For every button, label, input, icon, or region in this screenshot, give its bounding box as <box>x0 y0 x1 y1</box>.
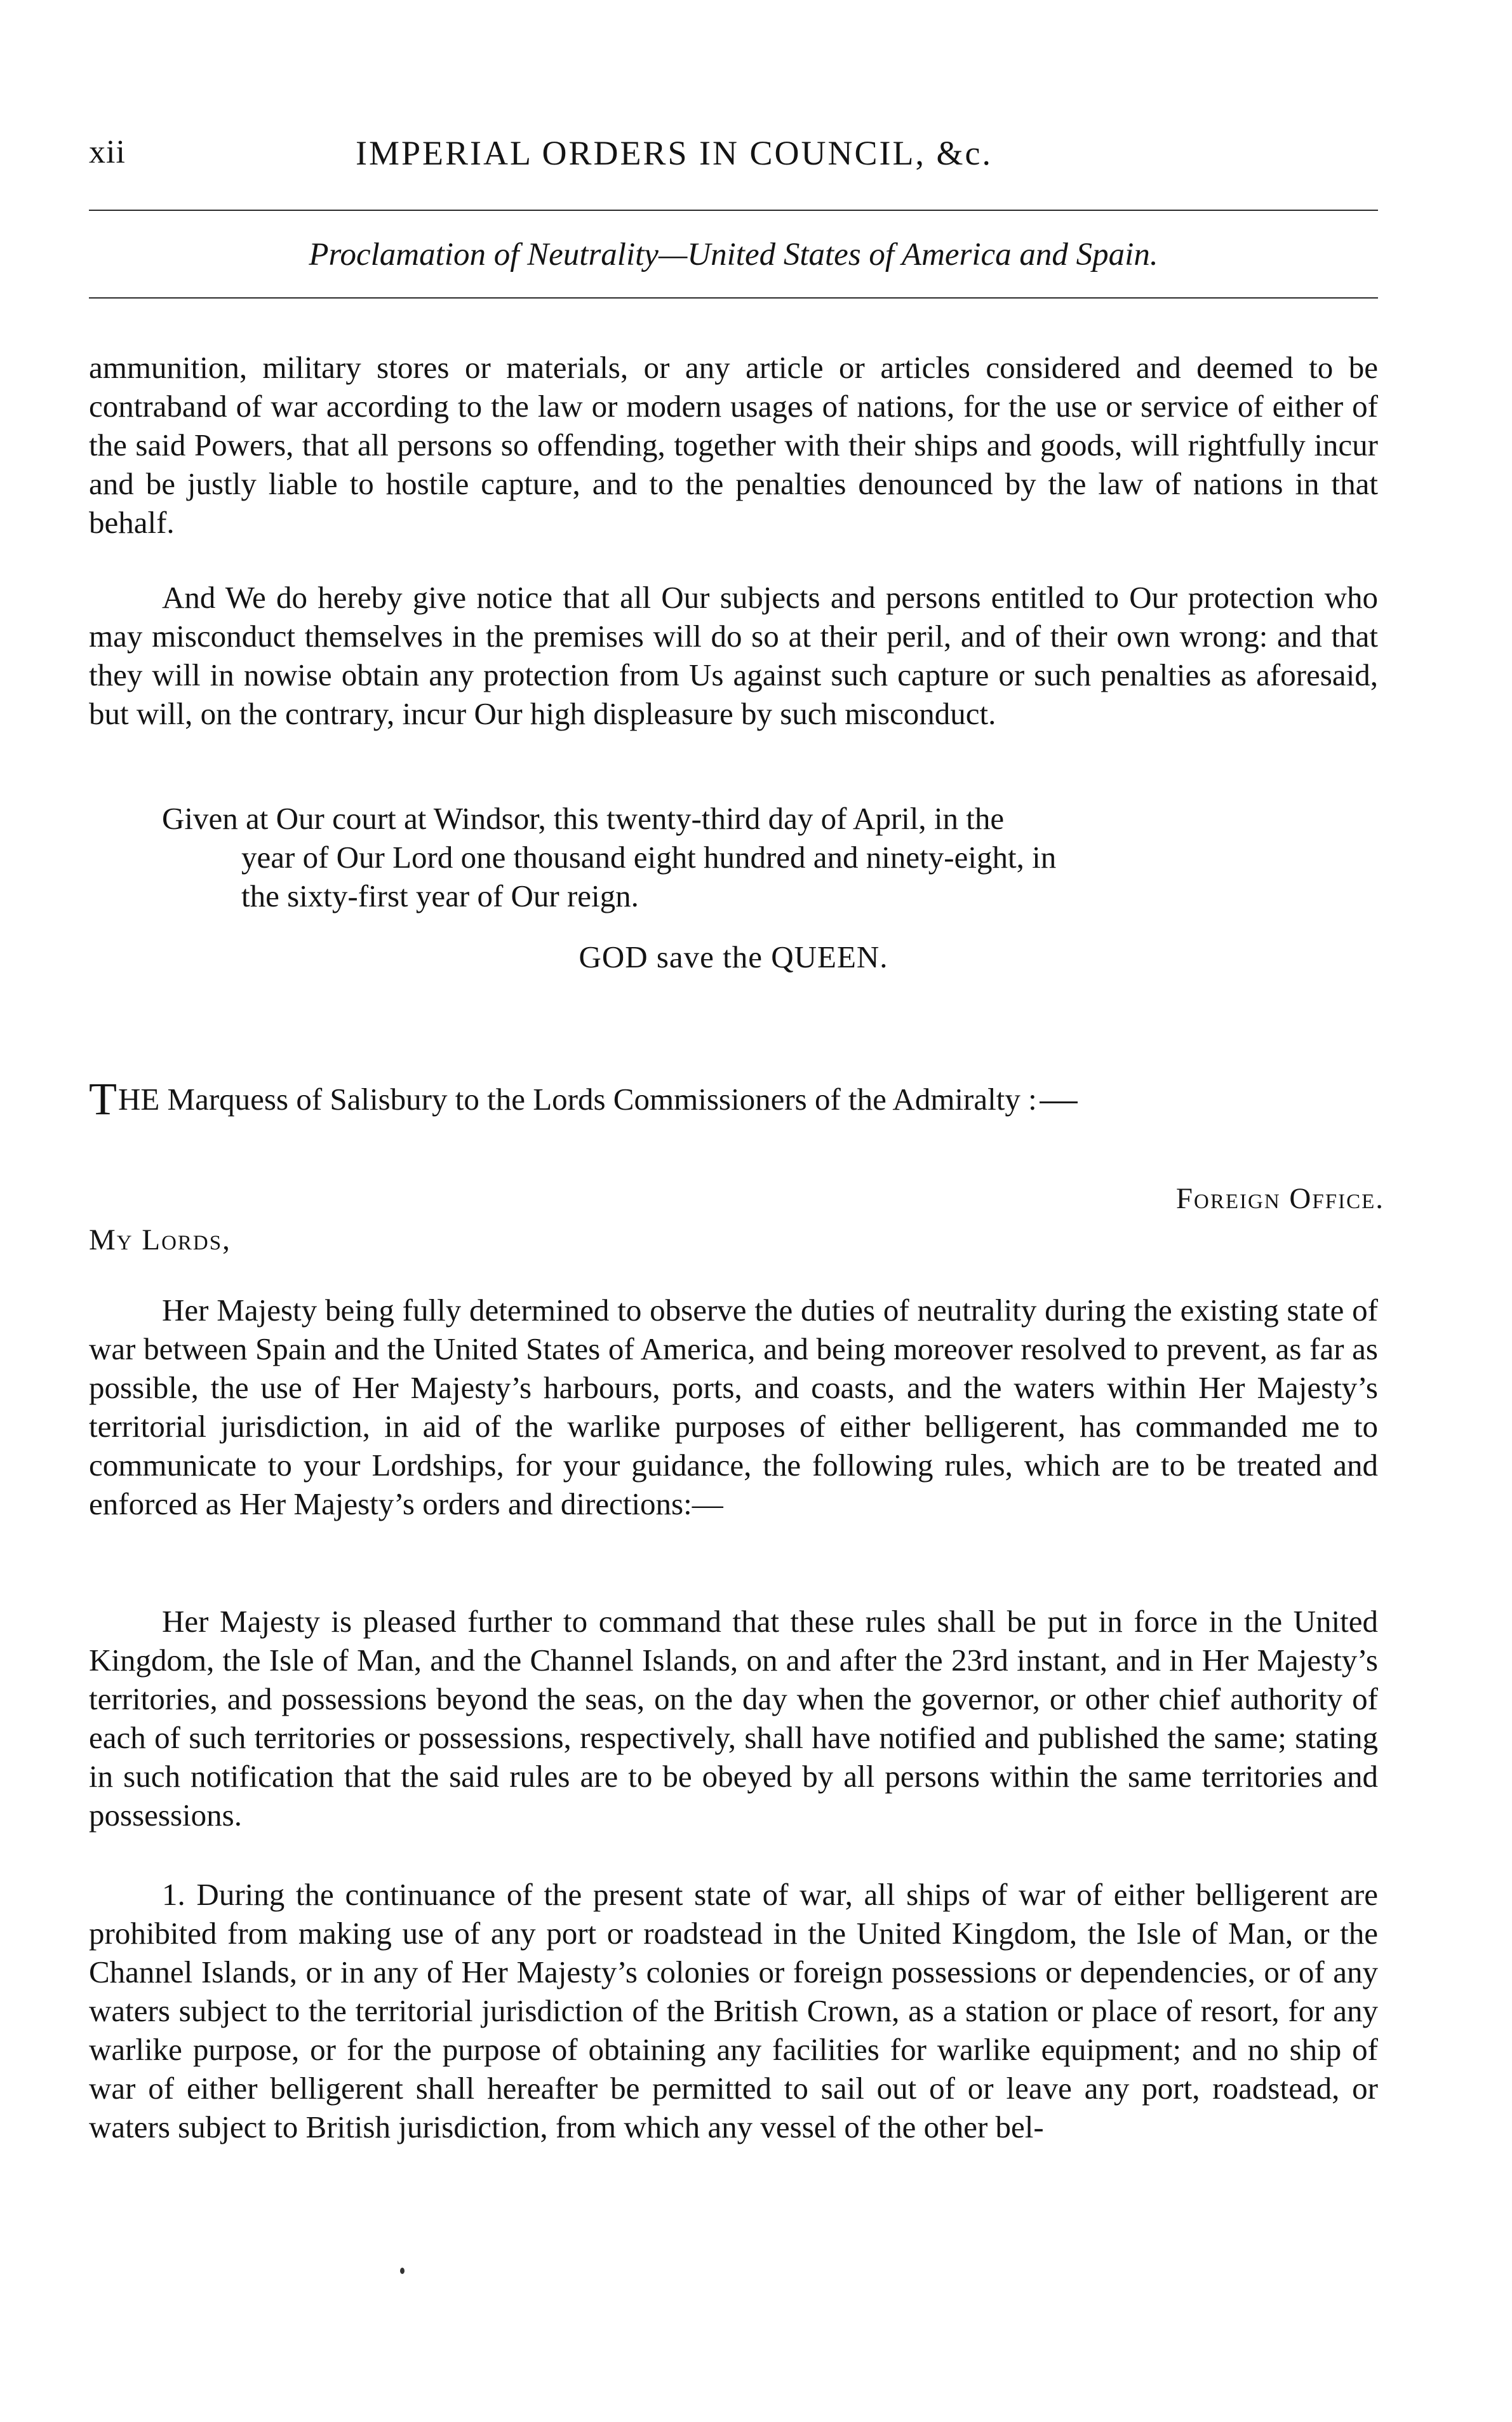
running-head <box>89 133 1378 184</box>
letter-rule-1 <box>89 1875 1378 2146</box>
paragraph-text: Her Majesty is pleased further to command that these rules shall be put in force in the United Kingdom, the Isle of Man, and the Channel Islands, on and after the 23rd instant, and in Her Majesty’s territories, and possessions beyond the seas, on the day when the governor, or other chief authority of each of such territories or possessions, respectively, shall have notified and published the same; stating in such notification that the said rules are to be obeyed by all persons within the same territories and possessions. <box>89 1604 1378 1833</box>
letter-heading-text: HE Marquess of Salisbury to the Lords Commissioners of the Admiralty : <box>117 1082 1037 1117</box>
given-line-1: Given at Our court at Windsor, this twenty-third day of April, in the <box>162 801 1005 836</box>
running-title: IMPERIAL ORDERS IN COUNCIL, &c. <box>356 134 993 172</box>
drop-cap-initial: T <box>89 1073 117 1124</box>
heading-dash <box>1040 1101 1078 1103</box>
ink-speck <box>400 2268 405 2274</box>
header-rule-top <box>89 210 1378 211</box>
proclamation-paragraph-1 <box>89 348 1378 542</box>
header-rule-bottom <box>89 297 1378 299</box>
letter-heading <box>89 1073 1397 1124</box>
paragraph-text: And We do hereby give notice that all Our subjects and persons entitled to Our protection who may misconduct themselves in the premises will do so at their peril, and of their own wrong: and that they will in nowise obtain any protection from Us against such capture or such penalties as aforesaid, but will, on the contrary, incur Our high displeasure by such misconduct. <box>89 580 1378 731</box>
paragraph-text: 1. During the continuance of the present state of war, all ships of war of either belligerent are prohibited from making use of any port or roadstead in the United Kingdom, the Isle of Man, or the Channel Islands, or in any of Her Majesty’s colonies or foreign possessions or dependencies, or of any waters subject to the territorial jurisdiction of the British Crown, as a station or place of resort, for any warlike purpose, or for the purpose of obtaining any facilities for warlike equipment; and no ship of war of either belligerent shall hereafter be permitted to sail out of or leave any port, roadstead, or waters subject to British jurisdiction, from which any vessel of the other bel- <box>89 1877 1378 2144</box>
given-line-3: the sixty-first year of Our reign. <box>241 878 639 913</box>
letter-salutation: My Lords, <box>89 1223 231 1256</box>
proclamation-paragraph-2 <box>89 578 1378 733</box>
god-save-the-queen: GOD save the QUEEN. <box>579 939 888 974</box>
letter-office-line: Foreign Office. <box>1175 1182 1384 1215</box>
section-subhead: Proclamation of Neutrality—United States of America and Spain. <box>309 237 1158 272</box>
letter-paragraph-1 <box>89 1291 1378 1523</box>
paragraph-text: Her Majesty being fully determined to observe the duties of neutrality during the existing state of war between Spain and the United States of America, and being moreover resolved to prevent, as far as possible, the use of Her Majesty’s harbours, ports, and coasts, and the waters within Her Majesty’s territorial jurisdiction, in aid of the warlike purposes of either belligerent, has commanded me to communicate to your Lordships, for your guidance, the following rules, which are to be treated and enforced as Her Majesty’s orders and directions:— <box>89 1293 1378 1521</box>
page-number: xii <box>89 134 126 170</box>
paragraph-text: ammunition, military stores or materials, or any article or articles considered and deemed to be contraband of war according to the law or modern usages of nations, for the use or service of either of the said Powers, that all persons so offending, together with their ships and goods, will rightfully incur and be justly liable to hostile capture, and to the penalties denounced by the law of nations in that behalf. <box>89 350 1378 540</box>
letter-paragraph-2 <box>89 1602 1378 1834</box>
given-at-clause <box>89 799 1378 915</box>
given-line-2: year of Our Lord one thousand eight hundred and ninety-eight, in <box>241 840 1057 875</box>
